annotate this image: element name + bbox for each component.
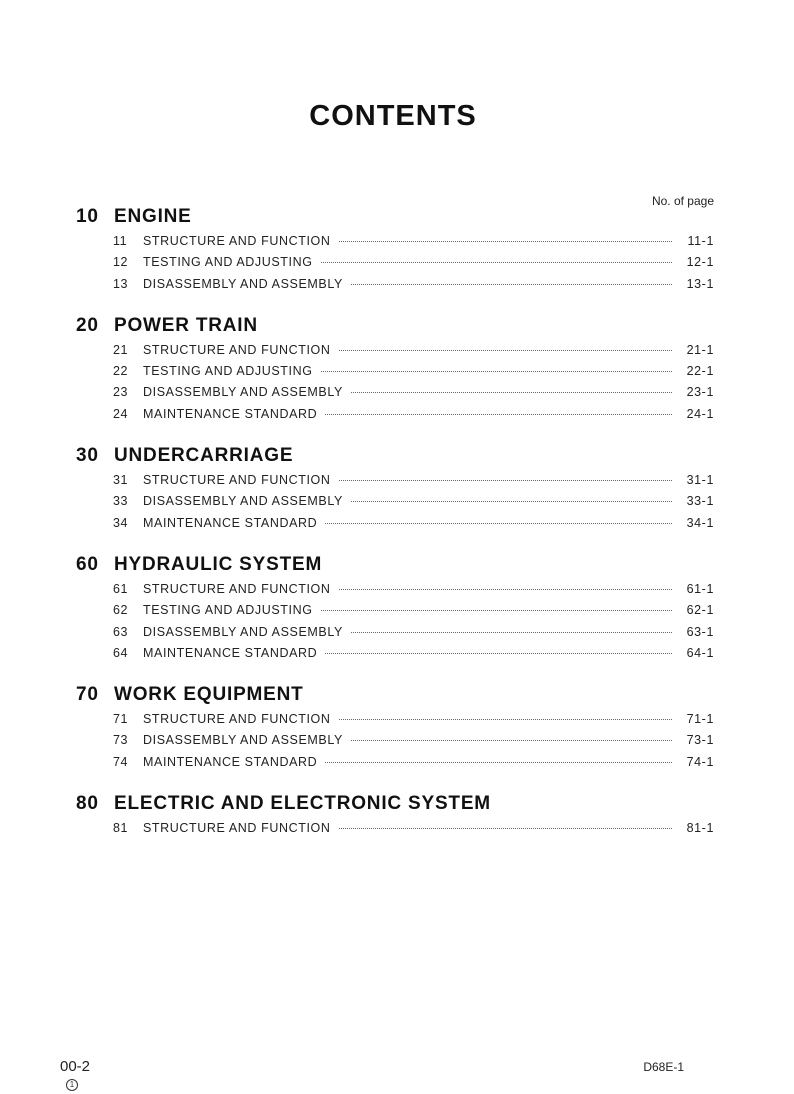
toc-section-70	[76, 682, 714, 773]
dot-leader	[339, 350, 672, 351]
section-number: 20	[76, 314, 99, 336]
toc-section-20	[76, 313, 714, 425]
entry-page-number: 23-1	[686, 385, 714, 400]
section-title: WORK EQUIPMENT	[114, 684, 304, 706]
dot-leader	[321, 262, 672, 263]
entry-title: DISASSEMBLY AND ASSEMBLY	[143, 276, 343, 291]
entry-page-number: 22-1	[686, 364, 714, 379]
entry-page-number: 33-1	[686, 494, 714, 509]
section-heading[interactable]	[76, 552, 714, 578]
toc-entry[interactable]	[76, 752, 714, 773]
section-title: ENGINE	[114, 206, 192, 227]
entry-title: STRUCTURE AND FUNCTION	[143, 234, 331, 248]
section-title: UNDERCARRIAGE	[114, 445, 294, 467]
dot-leader	[351, 392, 672, 393]
section-heading[interactable]	[76, 791, 714, 817]
entry-number: 11	[113, 234, 128, 248]
toc-entry[interactable]	[76, 709, 714, 730]
entry-page-number: 63-1	[686, 624, 714, 639]
toc-section-80	[76, 791, 714, 839]
entry-title: MAINTENANCE STANDARD	[143, 645, 318, 660]
entry-number: 71	[113, 712, 129, 727]
toc-entry[interactable]	[76, 643, 714, 664]
entry-page-number: 74-1	[686, 754, 714, 769]
dot-leader	[325, 762, 672, 763]
entry-title: TESTING AND ADJUSTING	[143, 364, 313, 379]
toc-section-30	[76, 443, 714, 534]
entry-page-number: 12-1	[686, 255, 714, 270]
entry-number: 81	[113, 821, 129, 836]
entry-page-number: 34-1	[686, 515, 714, 530]
entry-number: 22	[113, 364, 129, 379]
entry-title: STRUCTURE AND FUNCTION	[143, 342, 331, 357]
entry-number: 63	[113, 624, 129, 639]
section-number: 30	[76, 445, 99, 467]
entry-title: STRUCTURE AND FUNCTION	[143, 712, 331, 727]
dot-leader	[325, 414, 672, 415]
dot-leader	[351, 501, 672, 502]
toc-entry[interactable]	[76, 818, 714, 839]
section-title: POWER TRAIN	[114, 314, 258, 336]
entry-page-number: 73-1	[686, 733, 714, 748]
entry-number: 61	[113, 581, 129, 596]
section-title: ELECTRIC AND ELECTRONIC SYSTEM	[114, 793, 491, 815]
entry-number: 12	[113, 255, 129, 270]
entry-title: MAINTENANCE STANDARD	[143, 406, 318, 421]
entry-number: 34	[113, 515, 129, 530]
entry-number: 33	[113, 494, 129, 509]
dot-leader	[321, 371, 672, 372]
section-title: HYDRAULIC SYSTEM	[114, 553, 323, 575]
entry-number: 64	[113, 645, 129, 660]
toc-entry[interactable]	[76, 579, 714, 600]
entry-page-number: 81-1	[686, 821, 714, 836]
entry-number: 13	[113, 276, 129, 291]
dot-leader	[351, 632, 672, 633]
entry-number: 62	[113, 603, 129, 618]
page-title: CONTENTS	[309, 100, 477, 132]
entry-title: DISASSEMBLY AND ASSEMBLY	[143, 624, 343, 639]
entry-page-number: 24-1	[686, 406, 714, 421]
dot-leader	[339, 828, 672, 829]
entry-title: DISASSEMBLY AND ASSEMBLY	[143, 733, 343, 748]
section-number: 60	[76, 553, 99, 575]
entry-page-number: 71-1	[686, 712, 714, 727]
entry-page-number: 61-1	[686, 581, 714, 596]
footer-model-code: D68E-1	[643, 1060, 684, 1074]
entry-title: STRUCTURE AND FUNCTION	[143, 821, 331, 836]
dot-leader	[339, 480, 672, 481]
column-header-no-of-page: No. of page	[651, 194, 714, 208]
toc-entry[interactable]	[76, 382, 714, 403]
toc-entry[interactable]	[76, 274, 714, 295]
toc-entry[interactable]	[76, 470, 714, 491]
toc-entry[interactable]	[76, 252, 714, 273]
entry-number: 24	[113, 406, 129, 421]
dot-leader	[325, 523, 672, 524]
section-number: 70	[76, 684, 99, 706]
toc-entry[interactable]	[76, 404, 714, 425]
entry-title: DISASSEMBLY AND ASSEMBLY	[143, 385, 343, 400]
entry-title: TESTING AND ADJUSTING	[143, 603, 313, 618]
entry-page-number: 13-1	[686, 276, 714, 291]
toc-entry[interactable]	[76, 231, 714, 252]
section-heading[interactable]	[76, 682, 714, 708]
section-heading[interactable]	[76, 443, 714, 469]
toc-section-10	[76, 204, 714, 295]
entry-page-number: 21-1	[686, 342, 714, 357]
dot-leader	[351, 284, 672, 285]
entry-title: MAINTENANCE STANDARD	[143, 754, 318, 769]
entry-number: 73	[113, 733, 129, 748]
toc-section-60	[76, 552, 714, 664]
dot-leader	[321, 610, 672, 611]
toc-entry[interactable]	[76, 491, 714, 512]
entry-page-number: 31-1	[686, 473, 714, 488]
section-heading[interactable]	[76, 204, 714, 230]
entry-title: STRUCTURE AND FUNCTION	[143, 581, 331, 596]
entry-page-number: 64-1	[686, 645, 714, 660]
dot-leader	[325, 653, 672, 654]
entry-number: 21	[113, 342, 129, 357]
toc-entry[interactable]	[76, 622, 714, 643]
entry-page-number: 11-1	[687, 234, 714, 248]
section-number: 10	[76, 206, 99, 227]
footer-page-number: 00-2	[60, 1058, 91, 1075]
entry-number: 23	[113, 385, 129, 400]
dot-leader	[339, 719, 672, 720]
entry-number: 31	[113, 473, 129, 488]
entry-title: TESTING AND ADJUSTING	[143, 255, 313, 270]
toc-entry[interactable]	[76, 361, 714, 382]
section-number: 80	[76, 793, 99, 815]
entry-title: STRUCTURE AND FUNCTION	[143, 473, 331, 488]
table-of-contents	[76, 204, 714, 857]
revision-circle-icon: 1	[66, 1079, 78, 1091]
toc-entry[interactable]	[76, 513, 714, 534]
entry-title: DISASSEMBLY AND ASSEMBLY	[143, 494, 343, 509]
section-heading[interactable]	[76, 313, 714, 339]
dot-leader	[339, 241, 672, 242]
dot-leader	[351, 740, 672, 741]
dot-leader	[339, 589, 672, 590]
toc-entry[interactable]	[76, 340, 714, 361]
entry-number: 74	[113, 754, 129, 769]
toc-entry[interactable]	[76, 730, 714, 751]
toc-entry[interactable]	[76, 600, 714, 621]
entry-page-number: 62-1	[686, 603, 714, 618]
entry-title: MAINTENANCE STANDARD	[143, 515, 318, 530]
